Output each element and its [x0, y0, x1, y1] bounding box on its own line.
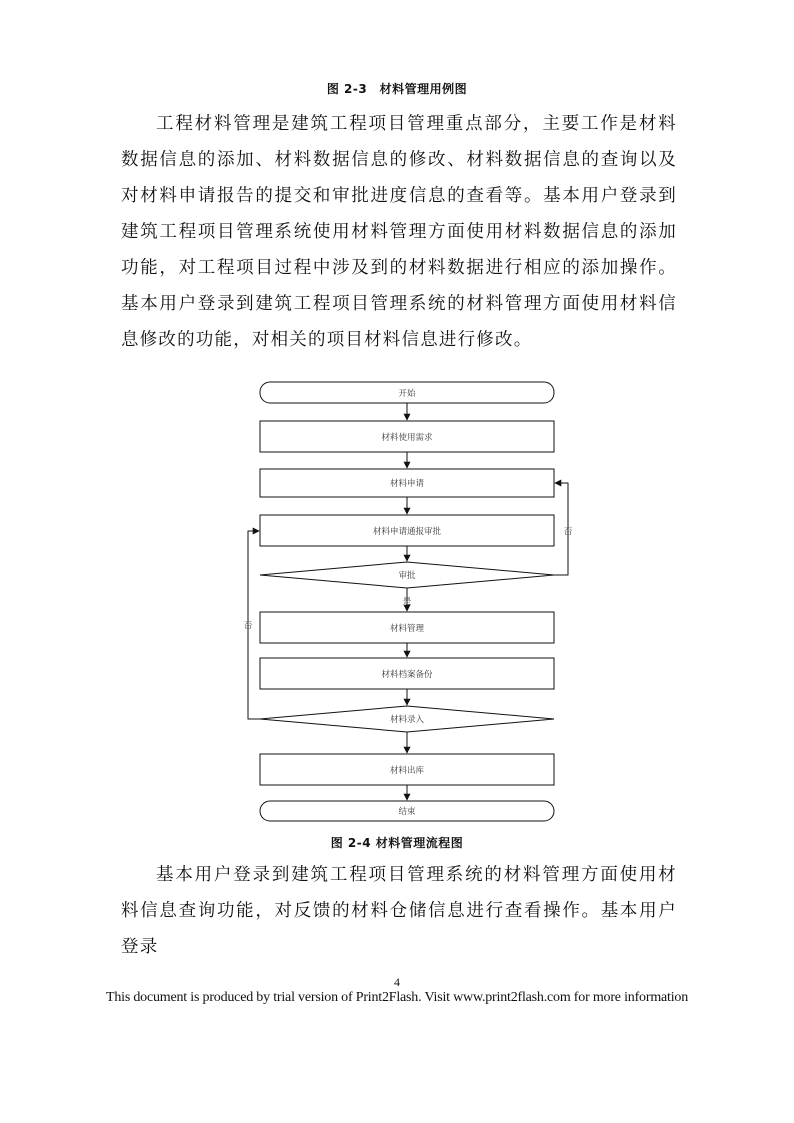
- application-label: 材料申请: [389, 479, 425, 489]
- outbound-label: 材料出库: [389, 766, 425, 776]
- paragraph-2-text: 基本用户登录到建筑工程项目管理系统的材料管理方面使用材料信息查询功能，对反馈的材料仓储信息进行查看操作。基本用户登录: [121, 865, 677, 957]
- figure-caption-2-4: 图 2-4 材料管理流程图: [330, 836, 464, 850]
- body-paragraph-1: [121, 106, 677, 358]
- management-label: 材料管理: [389, 624, 425, 634]
- body-paragraph-2: [121, 857, 677, 965]
- approval-label: 材料申请通报审批: [372, 527, 442, 537]
- page-number: 4: [394, 975, 400, 989]
- demand-label: 材料使用需求: [381, 433, 433, 443]
- end-label: 结束: [398, 807, 416, 817]
- trial-footer-note: This document is produced by trial version of Print2Flash. Visit www.print2flash.com for more information: [105, 990, 688, 1005]
- decision-approval-label: 审批: [398, 571, 416, 581]
- entry-label: 材料录入: [389, 715, 425, 725]
- figure-caption-2-3: 图 2-3 材料管理用例图: [326, 82, 468, 96]
- paragraph-1-text: 工程材料管理是建筑工程项目管理重点部分，主要工作是材料数据信息的添加、材料数据信息的修改、材料数据信息的查询以及对材料申请报告的提交和审批进度信息的查看等。基本用户登录到建筑工程项目管理系统使用材料管理方面使用材料数据信息的添加功能，对工程项目过程中涉及到的材料数据进行相应的添加操作。基本用户登录到建筑工程项目管理系统的材料管理方面使用材料信息修改的功能，对相关的项目材料信息进行修改。: [121, 114, 677, 350]
- no-label-right: 否: [563, 527, 573, 537]
- backup-label: 材料档案备份: [381, 670, 433, 680]
- start-label: 开始: [398, 389, 416, 399]
- material-management-flowchart: [230, 375, 573, 830]
- no-label-left: 否: [243, 621, 253, 631]
- yes-label: 是: [402, 597, 412, 607]
